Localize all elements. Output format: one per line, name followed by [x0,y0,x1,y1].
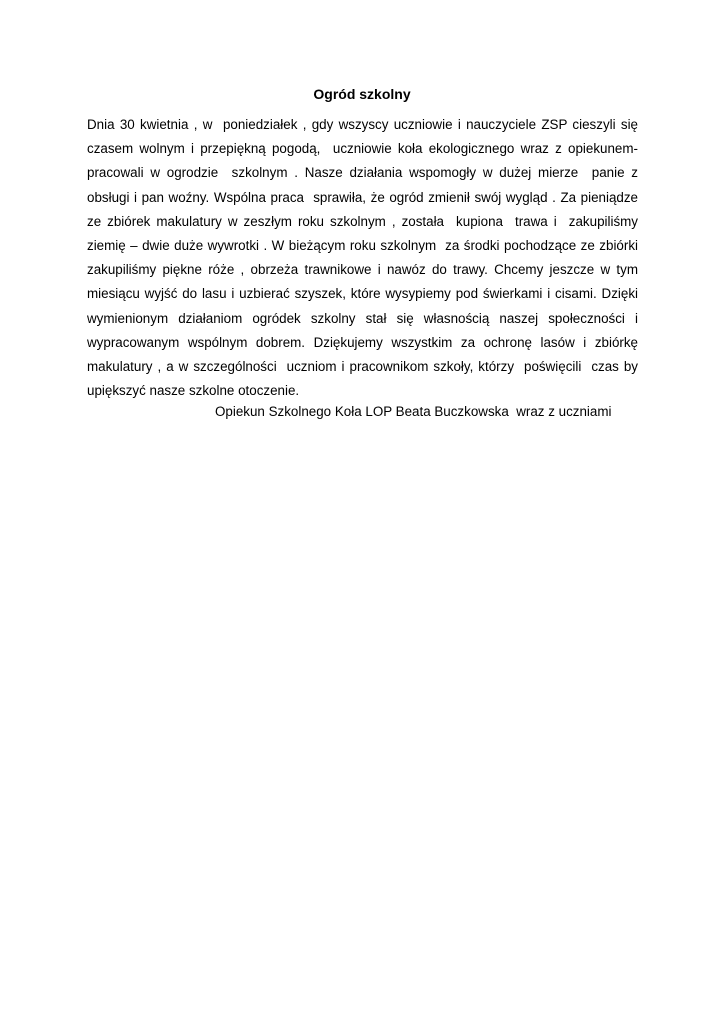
document-body: Dnia 30 kwietnia , w poniedziałek , gdy wszyscy uczniowie i nauczyciele ZSP cieszyli się czasem wolnym i przepiękną pogodą, uczniowie koła ekologicznego wraz z opiekunem- pracowali w ogrodzie szkolnym . Nasze działania wspomogły w dużej mierze panie z obsługi i pan woźny. Wspólna praca sprawiła, że ogród zmienił swój wygląd . Za pieniądze ze zbiórek makulatury w zeszłym roku szkolnym , została kupiona trawa i zakupiliśmy ziemię – dwie duże wywrotki . W bieżącym roku szkolnym za środki pochodzące ze zbiórki zakupiliśmy piękne róże , obrzeża trawnikowe i nawóz do trawy. Chcemy jeszcze w tym miesiącu wyjść do lasu i uzbierać szyszek, które wysypiemy pod świerkami i cisami. Dzięki wymienionym działaniom ogródek szkolny stał się własnością naszej społeczności i wypracowanym wspólnym dobrem. Dziękujemy wszystkim za ochronę lasów i zbiórkę makulatury , a w szczególności uczniom i pracownikom szkoły, którzy poświęcili czas by upiększyć nasze szkolne otoczenie. [87,117,642,399]
document-signature: Opiekun Szkolnego Koła LOP Beata Buczkowska wraz z uczniami [215,404,612,419]
document-title: Ogród szkolny [313,86,411,102]
